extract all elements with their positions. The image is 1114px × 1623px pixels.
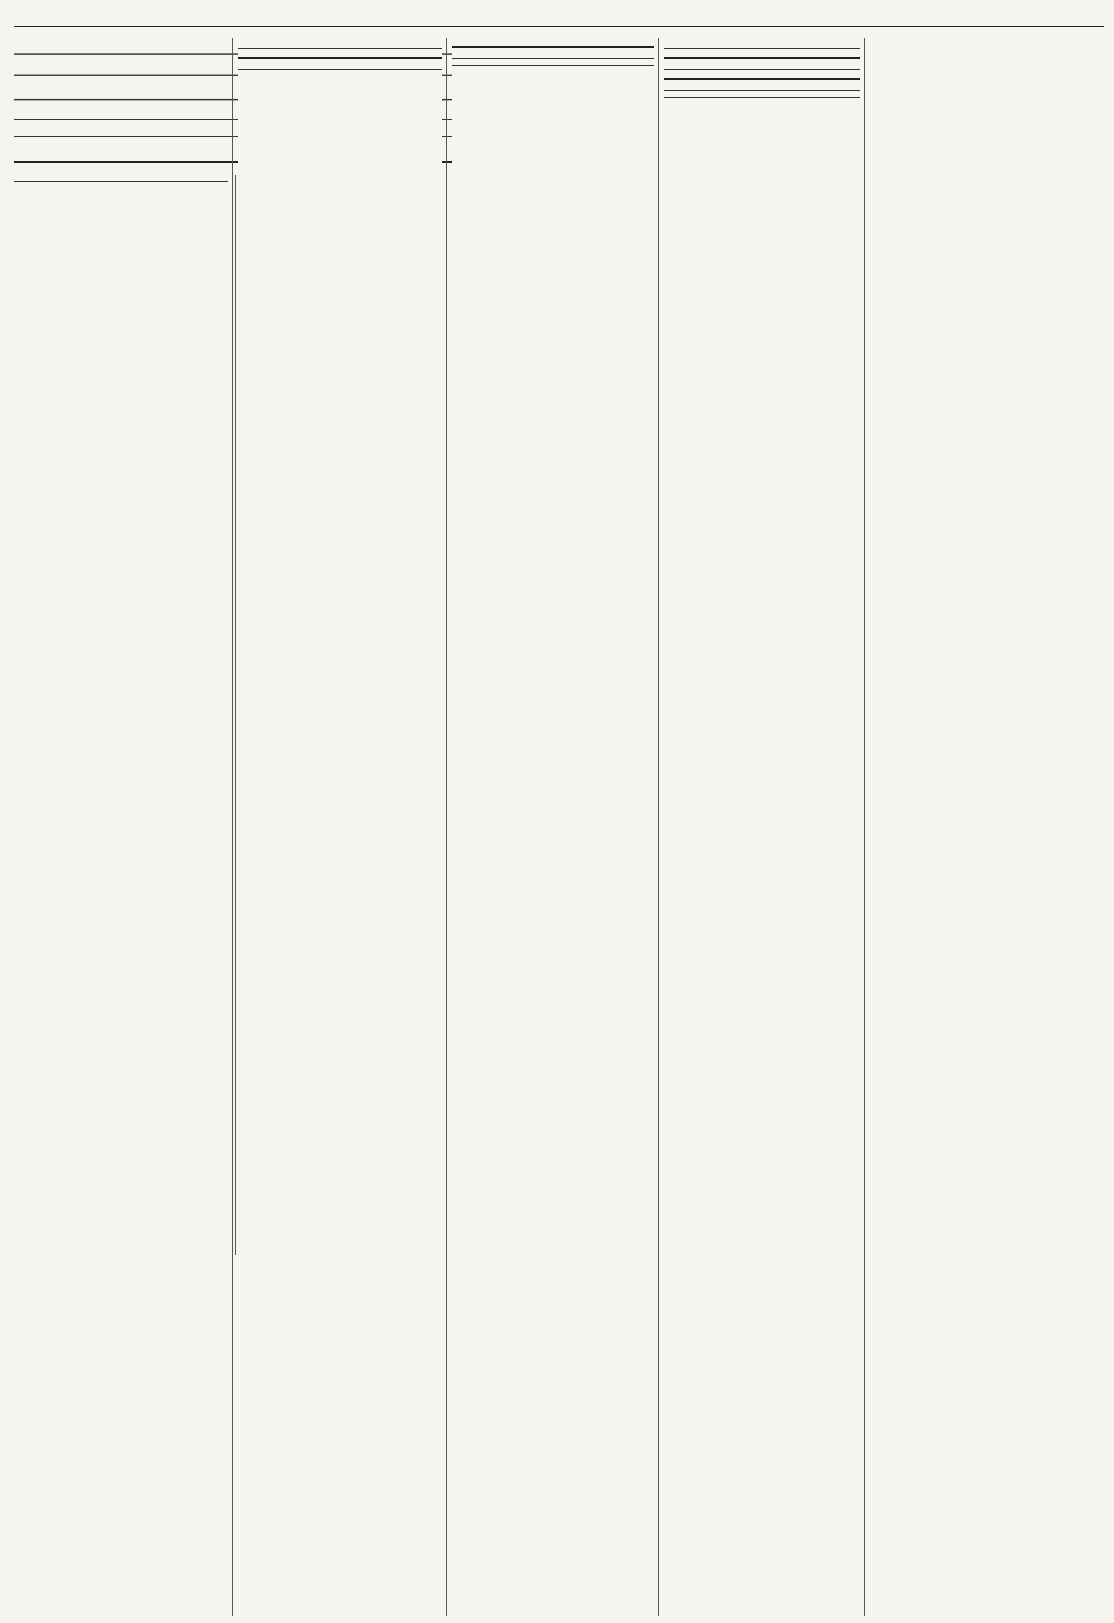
guns-column [452, 38, 654, 1616]
section-in-the-west [238, 44, 442, 49]
west-germany-column [238, 38, 442, 1616]
italy-column [664, 38, 860, 1616]
section-war-of-guns [452, 54, 654, 59]
section-italy [664, 44, 860, 49]
section-germany [238, 65, 442, 70]
masthead [14, 8, 1104, 27]
section-in-the-air [664, 65, 860, 70]
section-africa [664, 86, 860, 91]
